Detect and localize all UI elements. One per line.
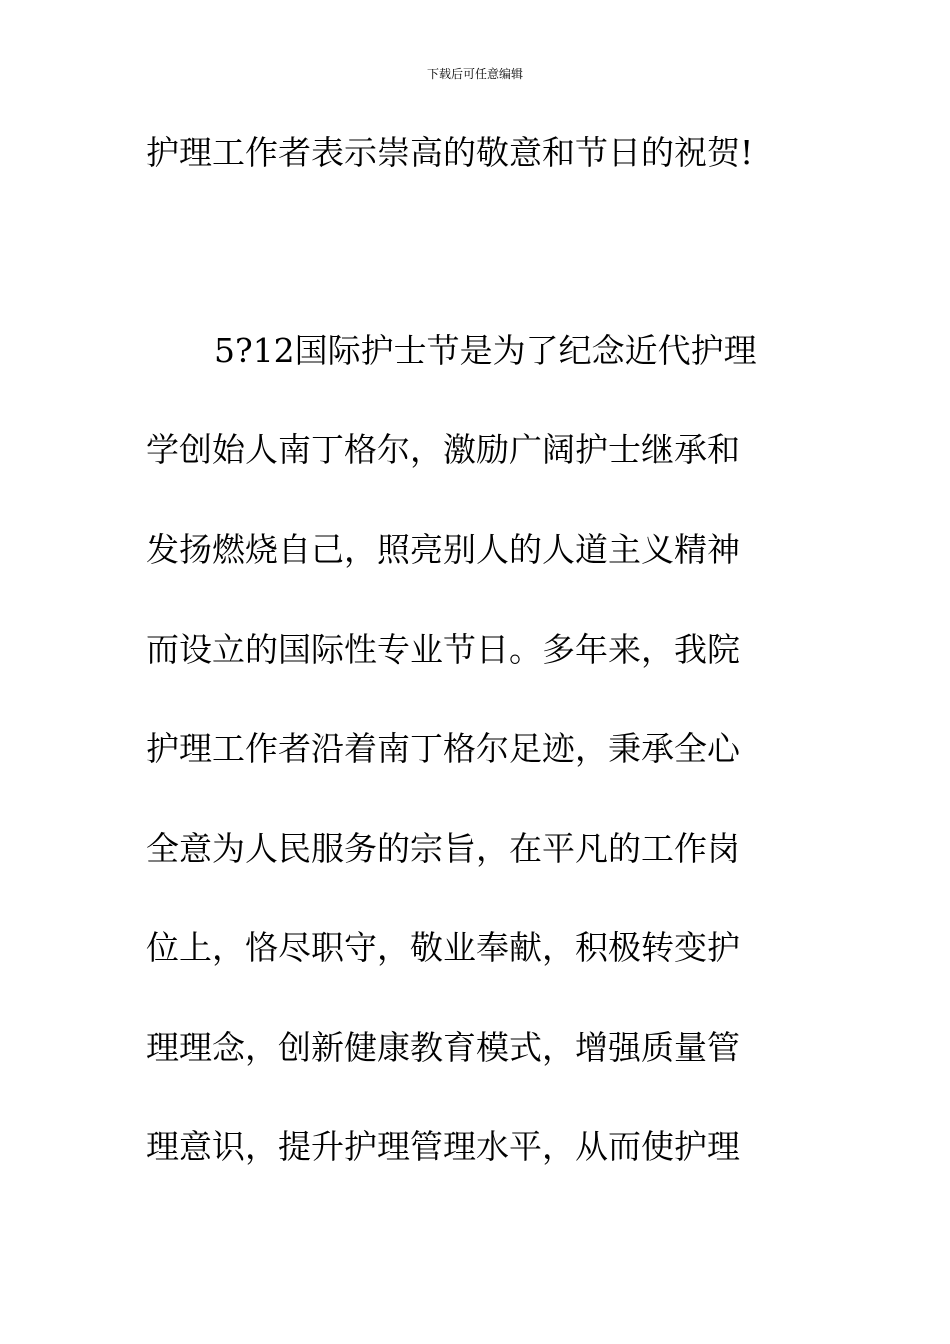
body-line-3: 学创始人南丁格尔，激励广阔护士继承和 <box>146 430 740 469</box>
body-line-10: 理意识，提升护理管理水平，从而使护理 <box>146 1127 740 1166</box>
body-line-6: 护理工作者沿着南丁格尔足迹，秉承全心 <box>146 729 740 768</box>
body-line-8: 位上，恪尽职守，敬业奉献，积极转变护 <box>146 928 740 967</box>
page-header: 下载后可任意编辑 <box>426 67 523 81</box>
paragraph-first-line: 5?12国际护士节是为了纪念近代护理 <box>214 331 757 370</box>
body-line-5: 而设立的国际性专业节日。多年来，我院 <box>146 630 740 669</box>
body-line-9: 理理念，创新健康教育模式，增强质量管 <box>146 1028 740 1067</box>
body-line-7: 全意为人民服务的宗旨，在平凡的工作岗 <box>146 829 740 868</box>
body-line-1: 护理工作者表示崇高的敬意和节日的祝贺! <box>146 133 754 172</box>
body-line-4: 发扬燃烧自己，照亮别人的人道主义精神 <box>146 530 740 569</box>
